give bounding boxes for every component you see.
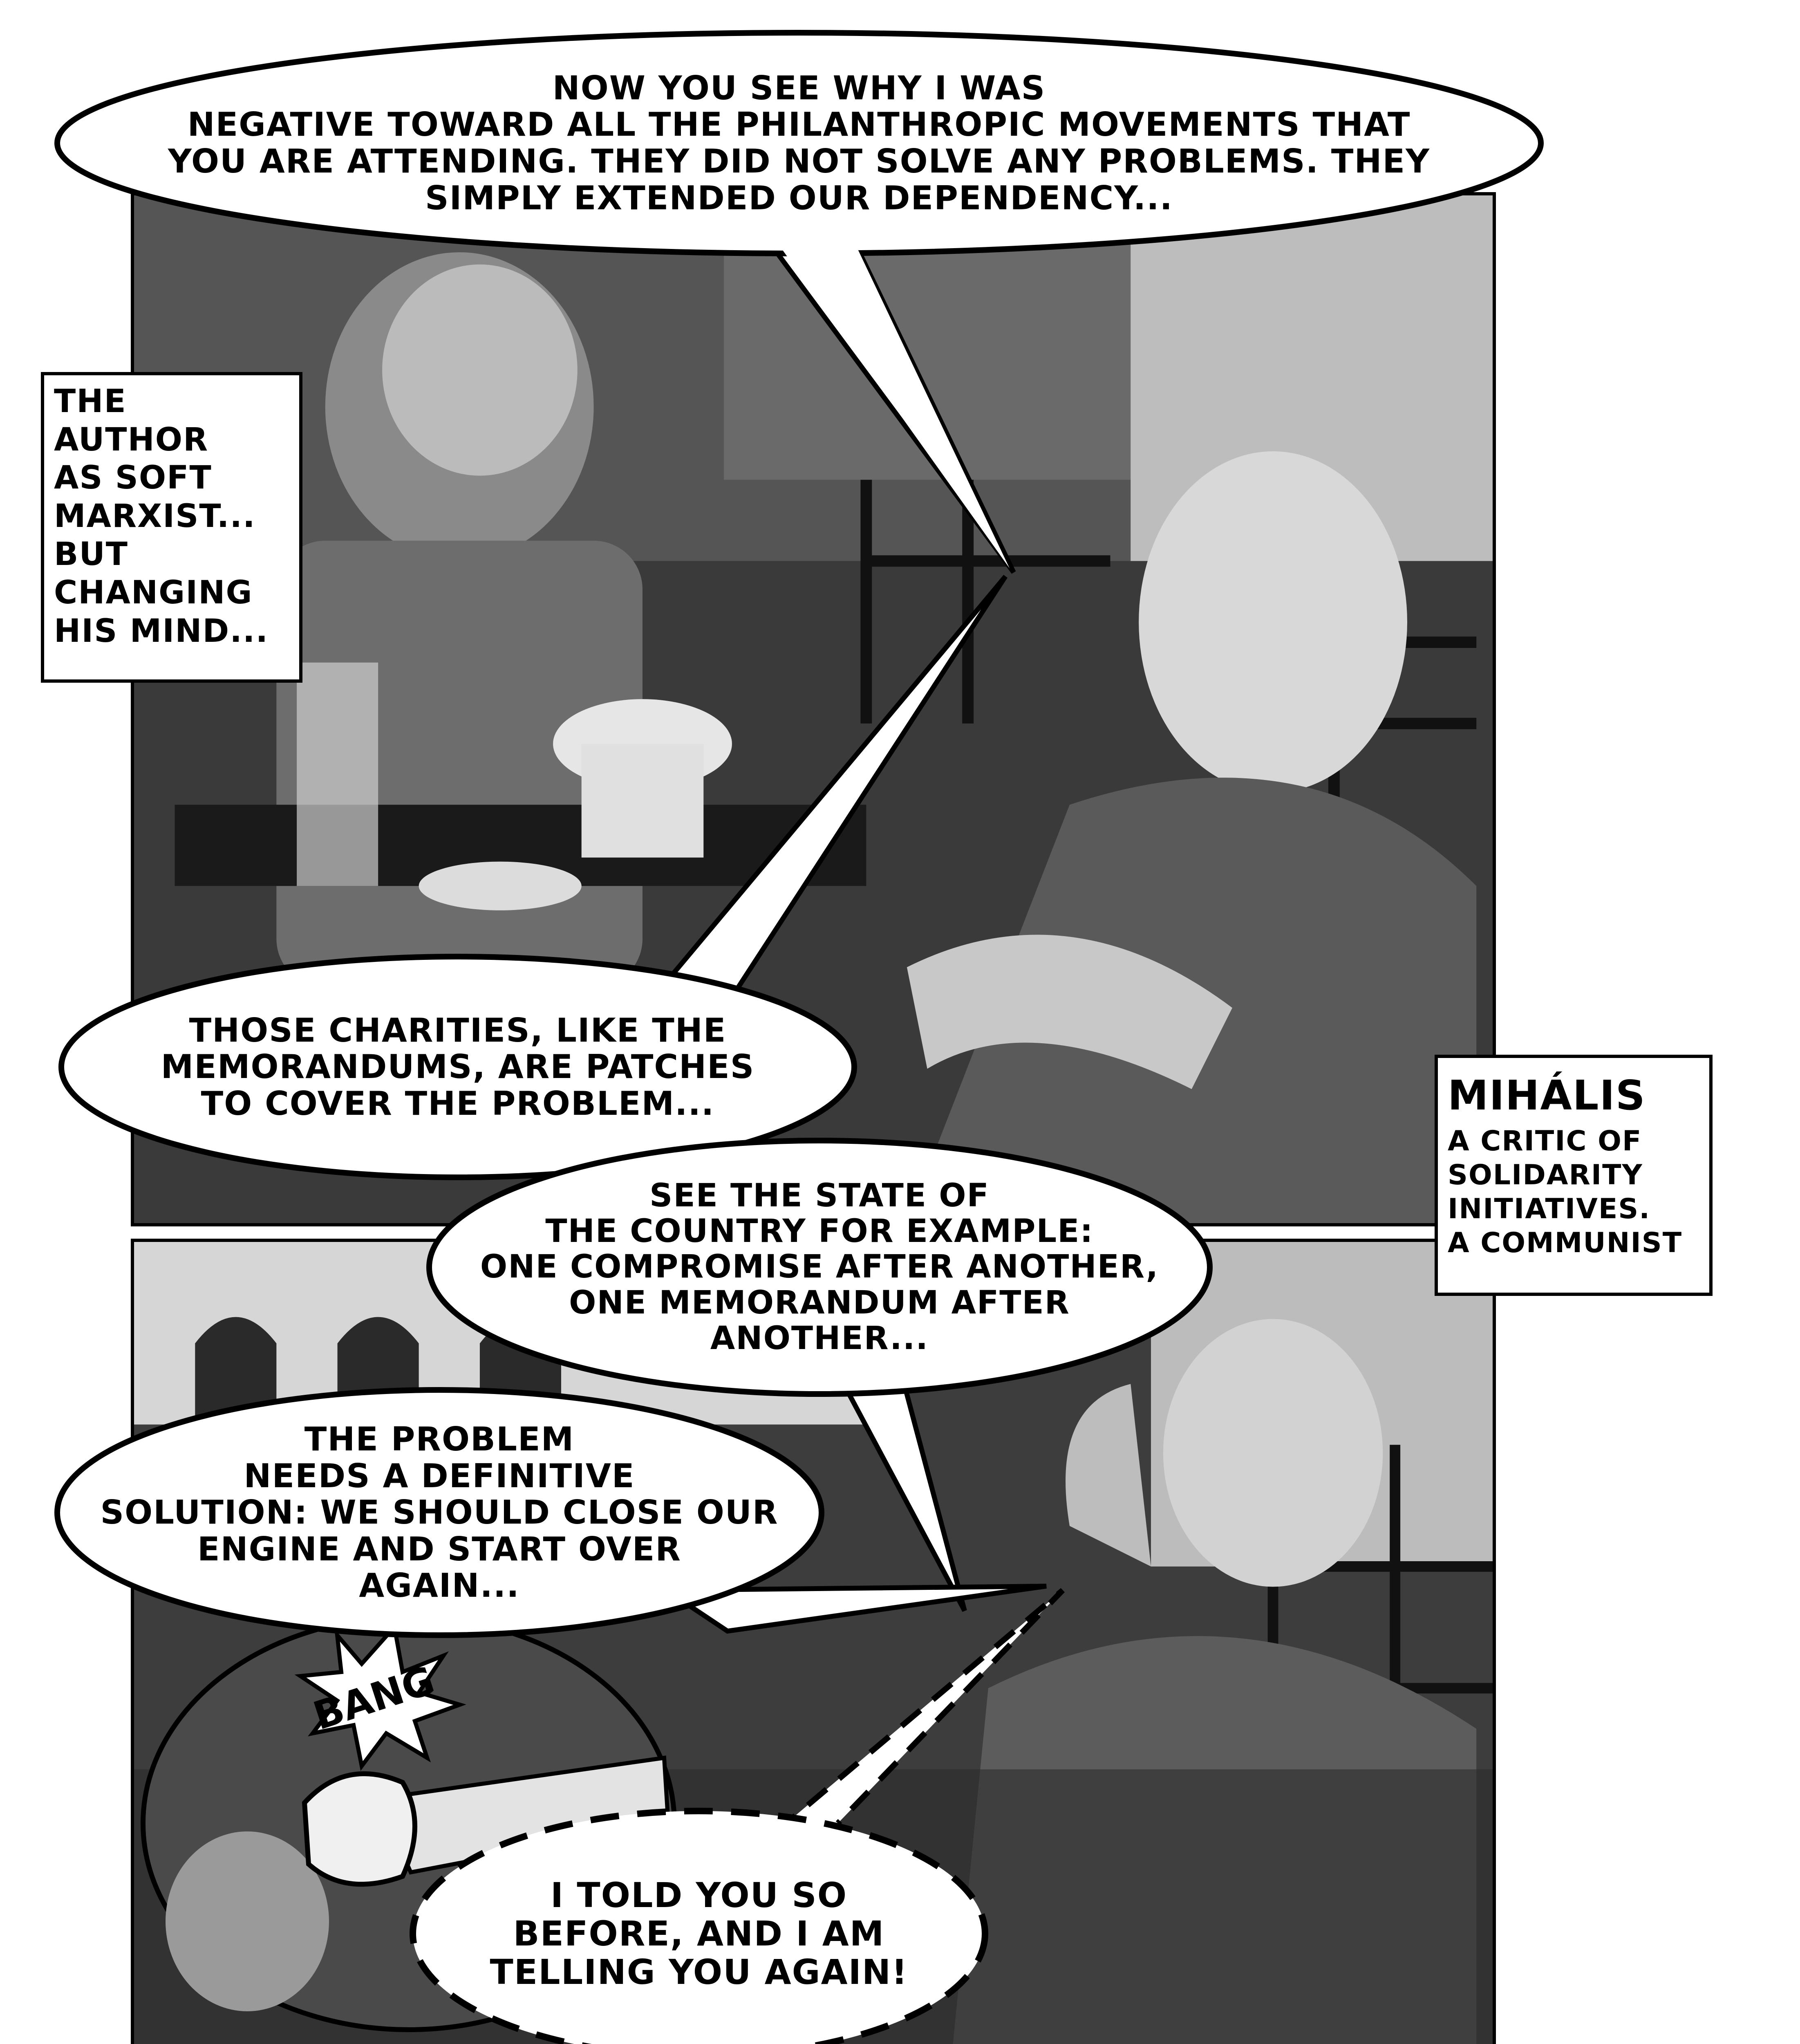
speech-bubble-state-text: SEE THE STATE OF THE COUNTRY FOR EXAMPLE: ONE COMPROMISE AFTER ANOTHER, ONE MEMORANDUM AFTER ANOTHER... (480, 1177, 1159, 1357)
caption-mihalis-name: MIHÁLIS (1448, 1071, 1646, 1119)
speech-bubble-told-you-text: I TOLD YOU SO BEFORE, AND I AM TELLING YOU AGAIN! (490, 1875, 908, 1992)
caption-mihalis (1435, 1055, 1713, 1296)
speech-bubble-charities-text: THOSE CHARITIES, LIKE THE MEMORANDUMS, ARE PATCHES TO COVER THE PROBLEM... (161, 1011, 755, 1123)
speech-bubble-top-text: NOW YOU SEE WHY I WAS NEGATIVE TOWARD ALL THE PHILANTHROPIC MOVEMENTS THAT YOU ARE ATTENDING. THEY DID NOT SOLVE ANY PROBLEMS. THEY SIMPLY EXTENDED OUR DEPENDENCY... (168, 69, 1431, 217)
speech-bubble-top (53, 29, 1545, 258)
bang-sound-effect: BANG (308, 1658, 440, 1739)
caption-author: THE AUTHOR AS SOFT MARXIST... BUT CHANGING HIS MIND... (41, 372, 302, 683)
speech-bubble-problem (53, 1386, 826, 1639)
speech-bubble-problem-text: THE PROBLEM NEEDS A DEFINITIVE SOLUTION: WE SHOULD CLOSE OUR ENGINE AND START OVER AGAIN... (100, 1420, 779, 1605)
speech-bubble-told-you (409, 1807, 989, 2044)
caption-mihalis-description: A CRITIC OF SOLIDARITY INITIATIVES. A COMMUNIST (1448, 1125, 1683, 1259)
speech-bubble-state (425, 1136, 1214, 1398)
